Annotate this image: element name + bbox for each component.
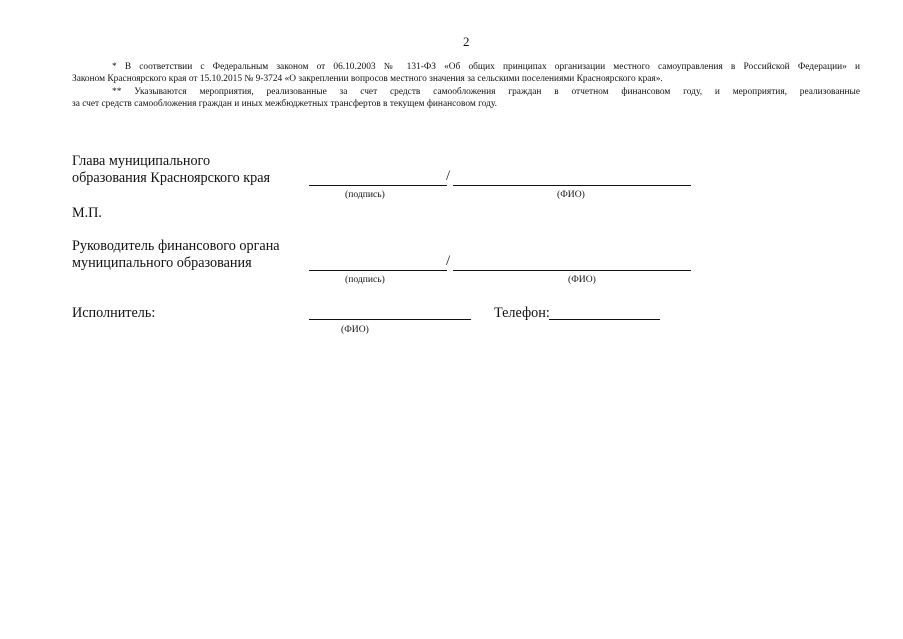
executor-name-line bbox=[309, 319, 471, 320]
phone-line bbox=[549, 319, 660, 320]
head-name-line bbox=[453, 185, 691, 186]
head-signature-caption: (подпись) bbox=[345, 189, 385, 200]
head-name-caption: (ФИО) bbox=[557, 189, 585, 200]
finance-signature-caption: (подпись) bbox=[345, 274, 385, 285]
page-number: 2 bbox=[463, 34, 470, 49]
finance-name-line bbox=[453, 270, 691, 271]
stamp-label: М.П. bbox=[72, 205, 102, 221]
finance-title-line-2: муниципального образования bbox=[72, 255, 252, 271]
footnote-1-line-1: * В соответствии с Федеральным законом от 06.10.2003 № 131-ФЗ «Об общих принципах организации местного самоуправления в Российской Федерации» и bbox=[112, 62, 860, 72]
executor-name-caption: (ФИО) bbox=[341, 324, 369, 335]
finance-name-caption: (ФИО) bbox=[568, 274, 596, 285]
footnote-2-line-1: ** Указываются мероприятия, реализованные за счет средств самообложения граждан в отчетном финансовом году, и мероприятия, реализованные bbox=[112, 87, 860, 97]
executor-label: Исполнитель: bbox=[72, 305, 156, 321]
head-title-line-1: Глава муниципального bbox=[72, 153, 211, 169]
head-title-line-2: образования Красноярского края bbox=[72, 170, 271, 186]
finance-title-line-1: Руководитель финансового органа bbox=[72, 238, 280, 254]
head-separator: / bbox=[446, 168, 451, 184]
head-signature-line bbox=[309, 185, 447, 186]
finance-signature-line bbox=[309, 270, 447, 271]
finance-separator: / bbox=[446, 253, 451, 269]
phone-label: Телефон: bbox=[494, 305, 550, 321]
footnote-2-line-2: за счет средств самообложения граждан и иных межбюджетных трансфертов в текущем финансовом году. bbox=[72, 99, 498, 109]
footnote-1-line-2: Законом Красноярского края от 15.10.2015 № 9-3724 «О закреплении вопросов местного значения за сельскими поселениями Красноярского края». bbox=[72, 74, 663, 84]
